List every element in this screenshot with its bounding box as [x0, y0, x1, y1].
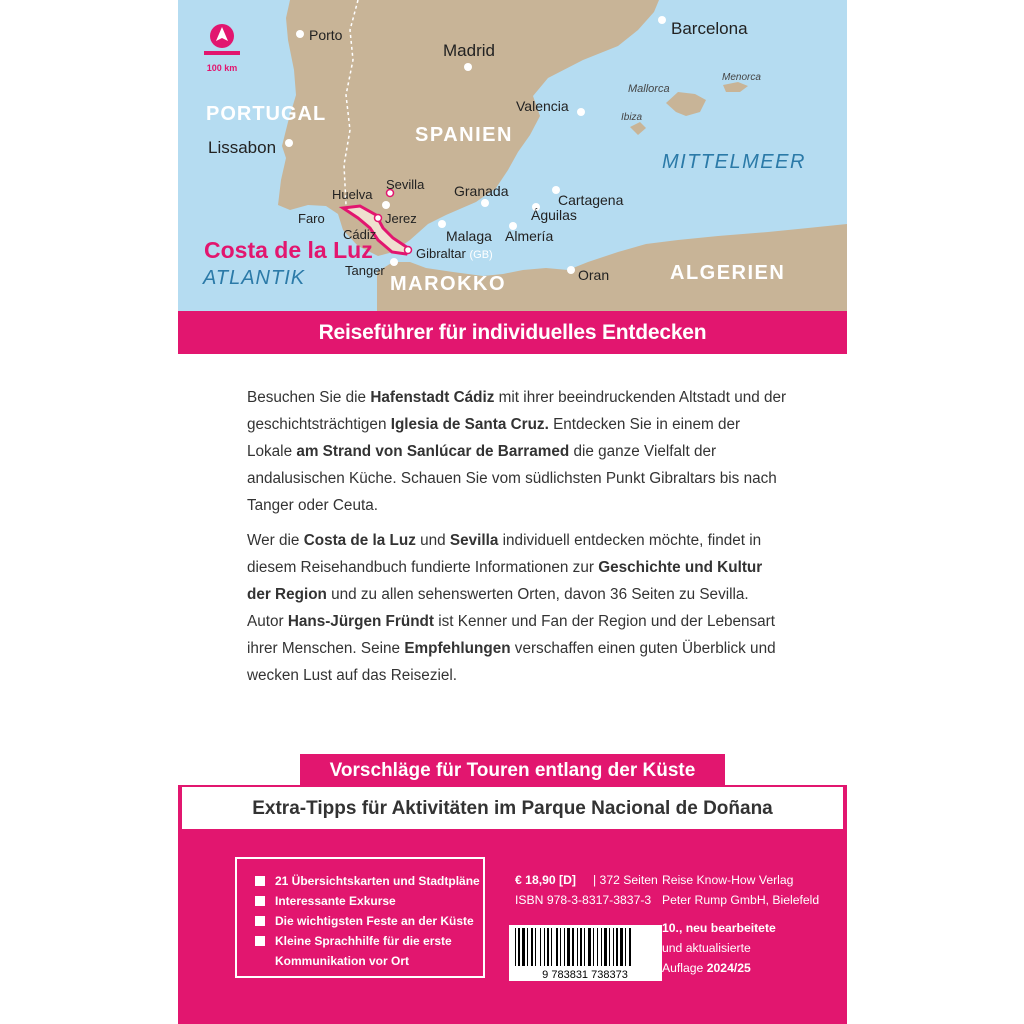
label-spanien: SPANIEN — [415, 124, 513, 146]
label-mittelmeer: MITTELMEER — [662, 151, 806, 173]
city-madrid: Madrid — [443, 41, 495, 60]
bullet-square-icon — [255, 876, 265, 886]
city-faro: Faro — [298, 211, 325, 226]
bullet-square-icon — [255, 916, 265, 926]
isbn: ISBN 978-3-8317-3837-3 — [515, 893, 652, 907]
paragraph-1: Besuchen Sie die Hafenstadt Cádiz mit ihrer beeindruckenden Altstadt und der geschichtsträchtigen Iglesia de Santa Cruz. Entdecken Sie in einem der Lokale am Strand von Sanlúcar de Barramed die ganze Vielfalt der andalusischen Küche. Schauen Sie vom südlichsten Punkt Gibraltars bis nach Tanger oder Ceuta. — [247, 389, 787, 514]
north-arrow-icon — [210, 24, 234, 48]
city-almeria: Almería — [505, 228, 554, 244]
city-huelva: Huelva — [332, 187, 373, 202]
paragraph-3: Autor Hans-Jürgen Fründt ist Kenner und Fan der Region und der Lebensart ihrer Menschen. Seine Empfehlungen verschaffen einen guten Überblick und wecken Lust auf das Reiseziel. — [247, 613, 776, 684]
region-map — [178, 0, 847, 311]
city-sevilla: Sevilla — [386, 177, 425, 192]
label-portugal: PORTUGAL — [206, 103, 327, 125]
city-gibraltar: Gibraltar (GB) — [416, 246, 493, 261]
label-costa-de-la-luz: Costa de la Luz — [204, 237, 373, 263]
book-back-cover — [178, 0, 847, 1024]
price: € 18,90 [D] — [515, 873, 576, 887]
city-oran: Oran — [578, 267, 610, 283]
page-count: | 372 Seiten — [593, 873, 658, 887]
feature-item: Kleine Sprachhilfe für die erste — [255, 931, 483, 951]
bullet-square-icon — [255, 936, 265, 946]
city-menorca: Menorca — [722, 72, 761, 83]
feature-item: Die wichtigsten Feste an der Küste — [255, 911, 483, 931]
tours-tab: Vorschläge für Touren entlang der Küste — [300, 754, 725, 787]
features-box — [235, 857, 485, 978]
label-algerien: ALGERIEN — [670, 262, 786, 284]
edition-line-2: und aktualisierte — [662, 941, 751, 955]
city-cadiz: Cádiz — [343, 227, 377, 242]
city-jerez: Jerez — [385, 211, 417, 226]
city-granada: Granada — [454, 183, 509, 199]
edition-line-1: 10., neu bearbeitete — [662, 921, 776, 935]
city-porto: Porto — [309, 27, 343, 43]
city-valencia: Valencia — [516, 98, 569, 114]
scale-bar — [204, 51, 240, 55]
paragraph-2: Wer die Costa de la Luz und Sevilla individuell entdecken möchte, findet in diesem Reisehandbuch fundierte Informationen zur Geschichte und Kultur der Region und zu allen sehenswerten Orten, davon 36 Seiten zu Sevilla. — [247, 532, 763, 603]
feature-item-continuation: Kommunikation vor Ort — [275, 954, 410, 968]
label-atlantik: ATLANTIK — [203, 267, 306, 289]
feature-item: Interessante Exkurse — [255, 891, 483, 911]
feature-item: 21 Übersichtskarten und Stadtpläne — [255, 871, 483, 891]
isbn-barcode — [509, 925, 662, 981]
city-cartagena: Cartagena — [558, 192, 624, 208]
publisher-line-1: Reise Know-How Verlag — [662, 873, 794, 887]
city-ibiza: Ibiza — [621, 112, 643, 123]
city-lissabon: Lissabon — [208, 138, 277, 157]
city-aguilas: Águilas — [531, 207, 577, 223]
label-marokko: MAROKKO — [390, 273, 507, 295]
barcode-number: 9 783831 738373 — [542, 969, 628, 981]
bullet-square-icon — [255, 896, 265, 906]
edition-line-3: Auflage 2024/25 — [662, 961, 751, 975]
city-tanger: Tanger — [345, 263, 385, 278]
subtitle-band: Reiseführer für individuelles Entdecken — [178, 311, 847, 354]
scale-label: 100 km — [206, 63, 238, 73]
extra-tips-bar: Extra-Tipps für Aktivitäten im Parque Nacional de Doñana — [182, 787, 843, 829]
publisher-line-2: Peter Rump GmbH, Bielefeld — [662, 893, 820, 907]
city-malaga: Malaga — [446, 228, 492, 244]
description-text — [247, 384, 787, 689]
city-barcelona: Barcelona — [671, 19, 748, 38]
city-mallorca: Mallorca — [628, 83, 670, 95]
